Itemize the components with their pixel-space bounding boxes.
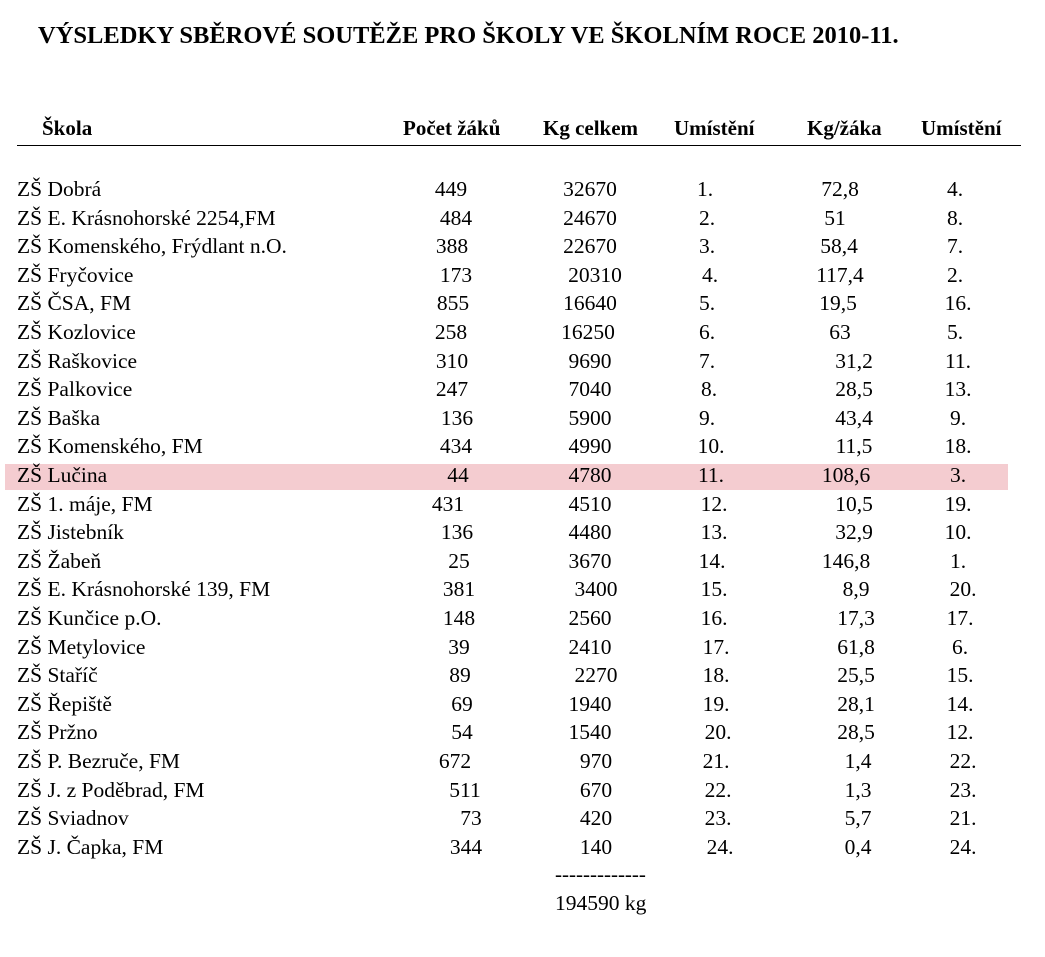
page-title: VÝSLEDKY SBĚROVÉ SOUTĚŽE PRO ŠKOLY VE ŠKOLNÍM ROCE 2010-11. bbox=[38, 22, 899, 49]
pupil-count: 173 bbox=[439, 262, 473, 287]
school-name: ZŠ E. Krásnohorské 139, FM bbox=[17, 577, 271, 602]
kg-total: 2560 bbox=[568, 606, 612, 630]
rank-total: 6. bbox=[698, 320, 716, 344]
kg-total: 16250 bbox=[561, 320, 615, 344]
table-row bbox=[0, 347, 1045, 375]
rank-total: 9. bbox=[698, 405, 716, 430]
kg-total: 140 bbox=[579, 834, 613, 859]
rank-total: 2. bbox=[698, 205, 716, 230]
pupil-count: 148 bbox=[442, 606, 476, 630]
rank-per-pupil: 12. bbox=[946, 720, 974, 745]
kg-total: 7040 bbox=[568, 377, 612, 402]
table-row bbox=[0, 804, 1045, 832]
table-row bbox=[0, 575, 1045, 603]
rank-per-pupil: 2. bbox=[946, 262, 964, 287]
table-row bbox=[0, 289, 1045, 317]
rank-per-pupil: 10. bbox=[944, 520, 972, 545]
kg-total: 22670 bbox=[563, 234, 617, 259]
table-row bbox=[0, 432, 1045, 460]
pupil-count: 344 bbox=[449, 834, 483, 859]
header-divider bbox=[17, 145, 1021, 146]
rank-total: 1. bbox=[696, 177, 714, 201]
kg-total: 670 bbox=[579, 777, 613, 802]
kg-total: 2410 bbox=[568, 634, 612, 659]
rank-total: 13. bbox=[700, 520, 728, 545]
school-name: ZŠ E. Krásnohorské 2254,FM bbox=[17, 205, 276, 230]
kg-total: 4990 bbox=[568, 434, 612, 459]
kg-per-pupil: 32,9 bbox=[835, 520, 873, 545]
table-row bbox=[0, 175, 1045, 203]
pupil-count: 136 bbox=[440, 520, 474, 545]
table-row bbox=[0, 718, 1045, 746]
kg-per-pupil: 8,9 bbox=[842, 577, 870, 602]
pupil-count: 434 bbox=[439, 434, 473, 459]
pupil-count: 258 bbox=[434, 320, 468, 344]
table-row bbox=[0, 518, 1045, 546]
school-name: ZŠ Staříč bbox=[17, 663, 98, 688]
school-name: ZŠ J. Čapka, FM bbox=[17, 834, 164, 859]
rank-per-pupil: 21. bbox=[949, 806, 977, 831]
pupil-count: 484 bbox=[439, 205, 473, 230]
rank-total: 3. bbox=[698, 234, 716, 259]
pupil-count: 855 bbox=[436, 291, 470, 316]
school-name: ZŠ Kunčice p.O. bbox=[17, 606, 162, 630]
rank-per-pupil: 15. bbox=[946, 663, 974, 688]
table-row bbox=[0, 604, 1045, 632]
kg-per-pupil: 43,4 bbox=[835, 405, 873, 430]
rank-total: 11. bbox=[697, 463, 725, 487]
kg-per-pupil: 31,2 bbox=[835, 348, 873, 373]
table-row bbox=[0, 661, 1045, 689]
kg-total: 5900 bbox=[568, 405, 612, 430]
table-row bbox=[0, 547, 1045, 575]
kg-total: 4480 bbox=[568, 520, 612, 545]
kg-total: 1940 bbox=[568, 691, 612, 716]
rank-per-pupil: 4. bbox=[946, 177, 964, 201]
school-name: ZŠ Sviadnov bbox=[17, 806, 129, 831]
rank-per-pupil: 9. bbox=[949, 405, 967, 430]
kg-per-pupil: 72,8 bbox=[821, 177, 859, 201]
pupil-count: 69 bbox=[451, 691, 473, 716]
rank-total: 16. bbox=[700, 606, 728, 630]
total-separator: ------------- bbox=[555, 862, 646, 886]
rank-per-pupil: 5. bbox=[946, 320, 964, 344]
kg-total: 32670 bbox=[563, 177, 617, 201]
table-row bbox=[0, 204, 1045, 232]
rank-per-pupil: 6. bbox=[951, 634, 969, 659]
kg-per-pupil: 108,6 bbox=[821, 463, 871, 487]
kg-per-pupil: 17,3 bbox=[837, 606, 875, 630]
header-kg-per-pupil: Kg/žáka bbox=[807, 116, 882, 140]
rank-total: 24. bbox=[706, 834, 734, 859]
total-value: 194590 kg bbox=[555, 891, 647, 915]
kg-per-pupil: 0,4 bbox=[844, 834, 872, 859]
rank-total: 17. bbox=[702, 634, 730, 659]
pupil-count: 89 bbox=[449, 663, 471, 688]
pupil-count: 39 bbox=[448, 634, 470, 659]
school-name: ZŠ Lučina bbox=[17, 463, 108, 487]
rank-total: 12. bbox=[700, 491, 728, 516]
kg-total: 3670 bbox=[568, 548, 612, 573]
school-name: ZŠ Pržno bbox=[17, 720, 98, 745]
kg-total: 9690 bbox=[568, 348, 612, 373]
school-name: ZŠ Metylovice bbox=[17, 634, 146, 659]
header-kg-total: Kg celkem bbox=[543, 116, 639, 140]
kg-total: 420 bbox=[579, 806, 613, 831]
kg-per-pupil: 28,1 bbox=[837, 691, 875, 716]
kg-total: 24670 bbox=[563, 205, 617, 230]
rank-per-pupil: 19. bbox=[944, 491, 972, 516]
rank-total: 22. bbox=[704, 777, 732, 802]
pupil-count: 431 bbox=[431, 491, 465, 516]
rank-per-pupil: 18. bbox=[944, 434, 972, 459]
table-row-highlighted bbox=[0, 461, 1045, 489]
table-row bbox=[0, 375, 1045, 403]
kg-per-pupil: 1,3 bbox=[844, 777, 872, 802]
rank-total: 18. bbox=[702, 663, 730, 688]
table-row bbox=[0, 776, 1045, 804]
rank-per-pupil: 17. bbox=[946, 606, 974, 630]
header-pupils: Počet žáků bbox=[403, 116, 501, 140]
school-name: ZŠ Palkovice bbox=[17, 377, 133, 402]
table-row bbox=[0, 633, 1045, 661]
kg-per-pupil: 28,5 bbox=[835, 377, 873, 402]
kg-total: 4780 bbox=[568, 463, 612, 487]
rank-total: 19. bbox=[702, 691, 730, 716]
header-rank-total: Umístění bbox=[674, 116, 755, 140]
kg-per-pupil: 51 bbox=[824, 205, 846, 230]
pupil-count: 381 bbox=[442, 577, 476, 602]
pupil-count: 449 bbox=[434, 177, 468, 201]
school-name: ZŠ J. z Poděbrad, FM bbox=[17, 777, 205, 802]
school-name: ZŠ P. Bezruče, FM bbox=[17, 749, 181, 773]
header-school: Škola bbox=[42, 116, 93, 140]
rank-total: 23. bbox=[704, 806, 732, 831]
school-name: ZŠ 1. máje, FM bbox=[17, 491, 153, 516]
header-rank-per-pupil: Umístění bbox=[921, 116, 1002, 140]
kg-total: 4510 bbox=[568, 491, 612, 516]
kg-per-pupil: 25,5 bbox=[837, 663, 875, 688]
school-name: ZŠ Baška bbox=[17, 405, 101, 430]
pupil-count: 388 bbox=[435, 234, 469, 259]
pupil-count: 310 bbox=[435, 348, 469, 373]
rank-total: 21. bbox=[702, 749, 730, 773]
kg-per-pupil: 61,8 bbox=[837, 634, 875, 659]
rank-per-pupil: 20. bbox=[949, 577, 977, 602]
rank-per-pupil: 13. bbox=[944, 377, 972, 402]
table-row bbox=[0, 747, 1045, 775]
table-row bbox=[0, 490, 1045, 518]
school-name: ZŠ Žabeň bbox=[17, 548, 102, 573]
rank-total: 7. bbox=[698, 348, 716, 373]
rank-total: 14. bbox=[698, 548, 726, 573]
rank-per-pupil: 14. bbox=[946, 691, 974, 716]
pupil-count: 25 bbox=[448, 548, 470, 573]
rank-per-pupil: 24. bbox=[949, 834, 977, 859]
school-name: ZŠ Komenského, Frýdlant n.O. bbox=[17, 234, 287, 259]
kg-total: 1540 bbox=[568, 720, 612, 745]
table-row bbox=[0, 261, 1045, 289]
school-name: ZŠ Řepiště bbox=[17, 691, 112, 716]
rank-per-pupil: 16. bbox=[944, 291, 972, 316]
kg-total: 16640 bbox=[563, 291, 617, 316]
kg-total: 20310 bbox=[568, 262, 622, 287]
rank-total: 10. bbox=[697, 434, 725, 459]
pupil-count: 44 bbox=[447, 463, 469, 487]
school-name: ZŠ Dobrá bbox=[17, 177, 102, 201]
rank-per-pupil: 11. bbox=[944, 348, 972, 373]
table-row bbox=[0, 833, 1045, 861]
table-row bbox=[0, 404, 1045, 432]
pupil-count: 54 bbox=[451, 720, 473, 745]
kg-per-pupil: 28,5 bbox=[837, 720, 875, 745]
kg-per-pupil: 1,4 bbox=[844, 749, 872, 773]
school-name: ZŠ ČSA, FM bbox=[17, 291, 132, 316]
kg-per-pupil: 117,4 bbox=[816, 262, 864, 287]
pupil-count: 247 bbox=[435, 377, 469, 402]
pupil-count: 136 bbox=[440, 405, 474, 430]
kg-per-pupil: 10,5 bbox=[835, 491, 873, 516]
kg-per-pupil: 63 bbox=[829, 320, 851, 344]
rank-per-pupil: 1. bbox=[949, 548, 967, 573]
kg-total: 970 bbox=[579, 749, 613, 773]
rank-total: 4. bbox=[701, 262, 719, 287]
kg-per-pupil: 11,5 bbox=[835, 434, 873, 459]
kg-per-pupil: 146,8 bbox=[821, 548, 871, 573]
rank-per-pupil: 8. bbox=[946, 205, 964, 230]
rank-per-pupil: 23. bbox=[949, 777, 977, 802]
kg-total: 2270 bbox=[574, 663, 618, 688]
table-row bbox=[0, 318, 1045, 346]
rank-total: 5. bbox=[698, 291, 716, 316]
kg-per-pupil: 58,4 bbox=[820, 234, 858, 259]
table-row bbox=[0, 690, 1045, 718]
school-name: ZŠ Jistebník bbox=[17, 520, 124, 545]
kg-per-pupil: 5,7 bbox=[844, 806, 872, 831]
school-name: ZŠ Raškovice bbox=[17, 348, 138, 373]
pupil-count: 672 bbox=[438, 749, 472, 773]
rank-total: 20. bbox=[704, 720, 732, 745]
rank-per-pupil: 7. bbox=[946, 234, 964, 259]
school-name: ZŠ Kozlovice bbox=[17, 320, 136, 344]
pupil-count: 73 bbox=[460, 806, 482, 831]
school-name: ZŠ Komenského, FM bbox=[17, 434, 203, 459]
rank-total: 15. bbox=[700, 577, 728, 602]
rank-per-pupil: 22. bbox=[949, 749, 977, 773]
rank-per-pupil: 3. bbox=[949, 463, 967, 487]
pupil-count: 511 bbox=[449, 777, 481, 802]
school-name: ZŠ Fryčovice bbox=[17, 262, 134, 287]
kg-total: 3400 bbox=[574, 577, 618, 602]
rank-total: 8. bbox=[700, 377, 718, 402]
kg-per-pupil: 19,5 bbox=[819, 291, 857, 316]
table-row bbox=[0, 232, 1045, 260]
